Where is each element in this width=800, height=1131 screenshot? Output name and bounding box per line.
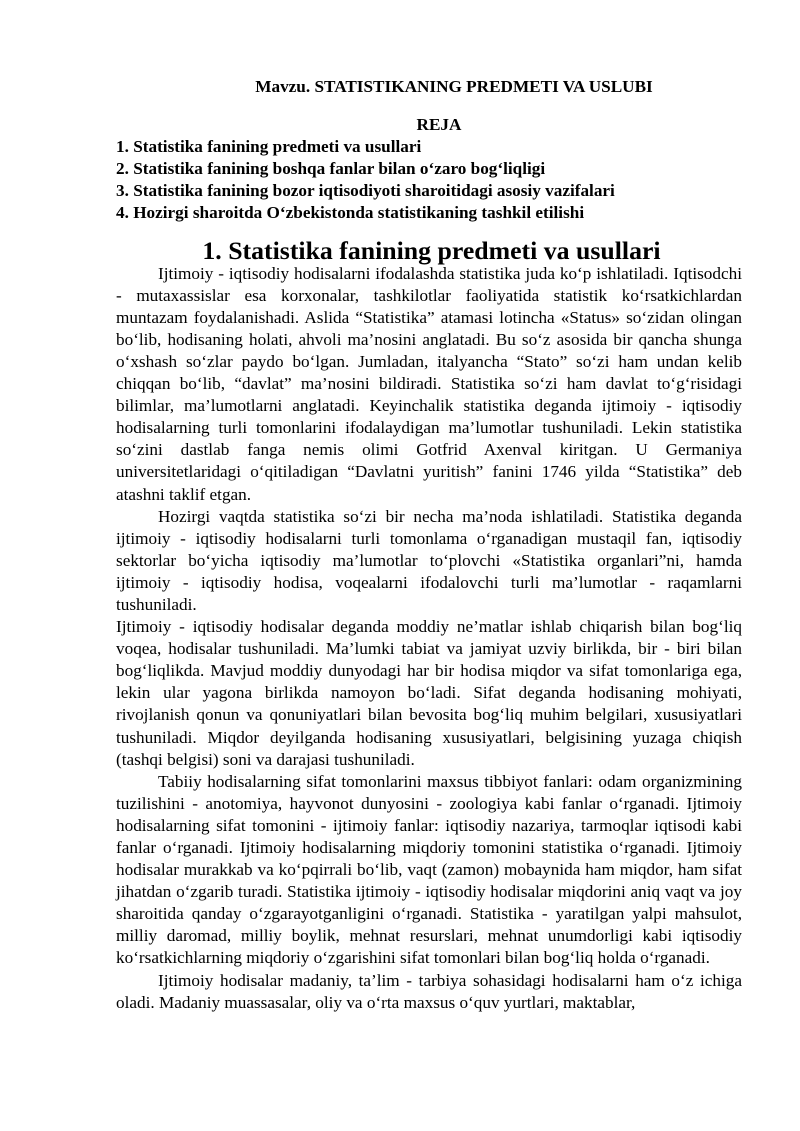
paragraph: Tabiiy hodisalarning sifat tomonlarini maxsus tibbiyot fanlari: odam organizmining tuzilishini - anotomiya, hayvonot dunyosini - zoologiya kabi fanlar o‘rganadi. Ijtimoiy hodisalarning sifat tomonini - ijtimoiy fanlar: iqtisodiy nazariya, tarmoqlar iqtisodi kabi fanlar o‘rganadi. Ijtimoiy hodisalarning miqdoriy tomonini statistika o‘rganadi. Ijtimoiy hodisalar murakkab va ko‘pqirrali bo‘lib, vaqt (zamon) mobaynida ham miqdor, ham sifat jihatdan o‘zgarib turadi. Statistika ijtimoiy - iqtisodiy hodisalar miqdorini aniq vaqt va joy sharoitida qanday o‘zgarayotganligini o‘rganadi. Statistika - yaratilgan yalpi mahsulot, milliy daromad, milliy boylik, mehnat resurslari, mehnat unumdorligi kabi iqtisodiy ko‘rsatkichlarning miqdoriy o‘zgarishini sifat tomonlari bilan bog‘liq holda o‘rganadi. xyxy=(116,771,742,968)
paragraph: Ijtimoiy hodisalar madaniy, ta’lim - tarbiya sohasidagi hodisalarni ham o‘z ichiga oladi. Madaniy muassasalar, oliy va o‘rta maxsus o‘quv yurtlari, maktablar, xyxy=(116,970,742,1012)
plan-item: 4. Hozirgi sharoitda O‘zbekistonda statistikaning tashkil etilishi xyxy=(116,203,585,223)
paragraph: Ijtimoiy - iqtisodiy hodisalarni ifodalashda statistika juda ko‘p ishlatiladi. Iqtisodchi - mutaxassislar esa korxonalar, tashkilotlar faoliyatida statistik ko‘rsatkichlardan muntazam foydalanishadi. Aslida “Statistika” atamasi lotincha «Status» so‘zidan olingan bo‘lib, hodisaning holati, ahvoli ma’nosini anglatadi. Bu so‘z asosida bir qancha shunga o‘xshash so‘zlar paydo bo‘lgan. Jumladan, italyancha “Stato” so‘zi ham undan kelib chiqqan bo‘lib, “davlat” ma’nosini bildiradi. Statistika so‘zi ham davlat to‘g‘risidagi bilimlar, ma’lumotlarni anglatadi. Keyinchalik statistika deganda ijtimoiy - iqtisodiy hodisalarning turli tomonlarini ifodalaydigan ma’lumotlar tushuniladi. Lekin statistika so‘zini dastlab fanga nemis olimi Gotfrid Axenval kiritgan. U Germaniya universitetlaridagi o‘qitiladigan “Davlatni yuritish” fanini 1746 yilda “Statistika” deb atashni taklif etgan. xyxy=(116,263,742,504)
document-page xyxy=(116,76,742,1014)
plan-item: 1. Statistika fanining predmeti va usullari xyxy=(116,137,422,157)
plan-heading: REJA xyxy=(416,115,462,134)
paragraph: Hozirgi vaqtda statistika so‘zi bir necha ma’noda ishlatiladi. Statistika deganda ijtimoiy - iqtisodiy hodisalarni turli tomonlama o‘rganadigan mustaqil fan, iqtisodiy sektorlar bo‘yicha iqtisodiy ma’lumotlar to‘plovchi «Statistika organlari”ni, hamda ijtimoiy - iqtisodiy hodisa, voqealarni ifodalovchi turli ma’lumotlar - raqamlarni tushuniladi. xyxy=(116,506,742,614)
plan-item: 3. Statistika fanining bozor iqtisodiyoti sharoitidagi asosiy vazifalari xyxy=(116,181,615,201)
plan-item: 2. Statistika fanining boshqa fanlar bilan o‘zaro bog‘liqligi xyxy=(116,159,546,179)
paragraph: Ijtimoiy - iqtisodiy hodisalar deganda moddiy ne’matlar ishlab chiqarish bilan bog‘liq voqea, hodisalar tushuniladi. Ma’lumki tabiat va jamiyat uzviy birlikda, bir - biri bilan bog‘liqlikda. Mavjud moddiy dunyodagi har bir hodisa miqdor va sifat tomonlariga ega, lekin ular yagona birlikda namoyon bo‘ladi. Sifat deganda hodisaning mohiyati, rivojlanish qonun va qonuniyatlari bilan bevosita bog‘liq muhim belgilari, xususiyatlari tushuniladi. Miqdor deyilganda hodisaning xususiyatlari, belgisining yuzaga chiqish (tashqi belgisi) soni va darajasi tushuniladi. xyxy=(116,617,742,769)
document-title: Mavzu. STATISTIKANING PREDMETI VA USLUBI xyxy=(255,77,653,96)
plan-list xyxy=(116,136,742,224)
section-heading: 1. Statistika fanining predmeti va usullari xyxy=(202,236,661,266)
